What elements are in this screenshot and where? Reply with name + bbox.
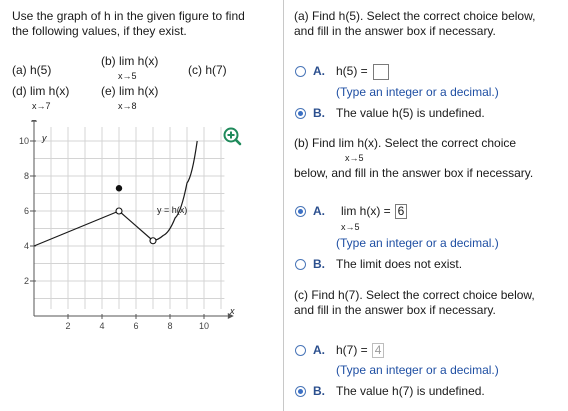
part-b-option-a-sub: x→5 xyxy=(341,222,360,232)
graph-grid xyxy=(34,127,224,316)
curve-segment-3 xyxy=(153,141,197,241)
part-a-option-a-radio[interactable] xyxy=(295,66,306,77)
part-c-option-a-label: A. xyxy=(313,343,325,357)
filled-point xyxy=(116,185,122,191)
part-c-answer-input[interactable]: 4 xyxy=(372,343,384,358)
part-a-option-a-expr: h(5) = xyxy=(336,64,368,79)
part-a-option-a-label: A. xyxy=(313,64,325,78)
graph-tick-labels xyxy=(19,136,209,331)
x-tick-label: 4 xyxy=(99,321,105,331)
part-b-option-b-text: The limit does not exist. xyxy=(336,257,463,271)
function-graph xyxy=(0,120,282,350)
y-tick-label: 8 xyxy=(23,171,29,181)
part-a-option-a-hint: (Type an integer or a decimal.) xyxy=(336,85,499,99)
part-b-option-a-text xyxy=(341,204,407,219)
curve-label: y = h(x) xyxy=(157,205,188,215)
part-a-line-2: and fill in the answer box if necessary. xyxy=(294,24,496,38)
part-c-option-b-label: B. xyxy=(313,384,325,398)
item-d-sub: x→7 xyxy=(32,101,51,111)
item-b-sub: x→5 xyxy=(118,71,137,81)
part-c-option-a-text xyxy=(336,343,384,358)
part-b-option-a-hint: (Type an integer or a decimal.) xyxy=(336,236,499,250)
y-axis-arrow xyxy=(31,120,37,122)
item-c: (c) h(7) xyxy=(188,63,227,77)
part-c-option-a-expr: h(7) = xyxy=(336,343,368,357)
y-tick-label: 6 xyxy=(23,206,29,216)
part-a-option-b-text: The value h(5) is undefined. xyxy=(336,106,485,120)
prompt-line-1: Use the graph of h in the given figure to find xyxy=(12,9,245,23)
part-b-answer-input[interactable]: 6 xyxy=(395,204,407,219)
item-e: (e) lim h(x) xyxy=(101,84,159,98)
part-c-prompt xyxy=(294,288,535,318)
y-tick-label: 4 xyxy=(23,241,29,251)
part-a-option-a-text xyxy=(336,64,389,80)
x-tick-label: 2 xyxy=(65,321,71,331)
part-c-line-1: (c) Find h(7). Select the correct choice below, xyxy=(294,288,535,302)
item-a: (a) h(5) xyxy=(12,63,52,77)
x-tick-label: 10 xyxy=(198,321,210,331)
graph-axes xyxy=(31,120,234,319)
answer-panel xyxy=(283,0,568,411)
part-b-line-1: (b) Find lim h(x). Select the correct choice xyxy=(294,136,517,150)
part-c-option-b-radio[interactable] xyxy=(295,386,306,397)
part-a-option-b-radio[interactable] xyxy=(295,108,306,119)
zoom-in-icon[interactable] xyxy=(225,129,241,145)
question-panel xyxy=(0,0,282,411)
part-c-line-2: and fill in the answer box if necessary. xyxy=(294,303,496,317)
open-point xyxy=(116,208,122,214)
prompt-line-2: the following values, if they exist. xyxy=(12,24,187,38)
item-e-sub: x→8 xyxy=(118,101,137,111)
part-b-option-a-expr: lim h(x) = xyxy=(341,204,391,218)
part-a-prompt xyxy=(294,9,535,39)
item-b: (b) lim h(x) xyxy=(101,54,159,68)
item-d: (d) lim h(x) xyxy=(12,84,70,98)
part-a-answer-input[interactable] xyxy=(373,64,389,80)
part-b-option-a-label: A. xyxy=(313,204,325,218)
y-tick-label: 10 xyxy=(18,136,29,146)
part-c-option-b-text: The value h(7) is undefined. xyxy=(336,384,485,398)
y-tick-label: 2 xyxy=(23,276,29,286)
part-a-option-b-label: B. xyxy=(313,106,325,120)
open-point xyxy=(150,238,156,244)
x-tick-label: 6 xyxy=(133,321,139,331)
part-b-sub: x→5 xyxy=(345,153,364,163)
part-c-option-a-hint: (Type an integer or a decimal.) xyxy=(336,363,499,377)
question-prompt xyxy=(12,9,245,39)
y-axis-label: y xyxy=(42,133,47,143)
part-a-line-1: (a) Find h(5). Select the correct choice below, xyxy=(294,9,536,23)
part-b-line-2: below, and fill in the answer box if necessary. xyxy=(294,166,534,180)
part-c-option-a-radio[interactable] xyxy=(295,345,306,356)
part-b-option-b-label: B. xyxy=(313,257,325,271)
x-tick-label: 8 xyxy=(167,321,173,331)
part-b-option-b-radio[interactable] xyxy=(295,259,306,270)
part-b-option-a-radio[interactable] xyxy=(295,206,306,217)
x-axis-label: x xyxy=(230,306,235,316)
